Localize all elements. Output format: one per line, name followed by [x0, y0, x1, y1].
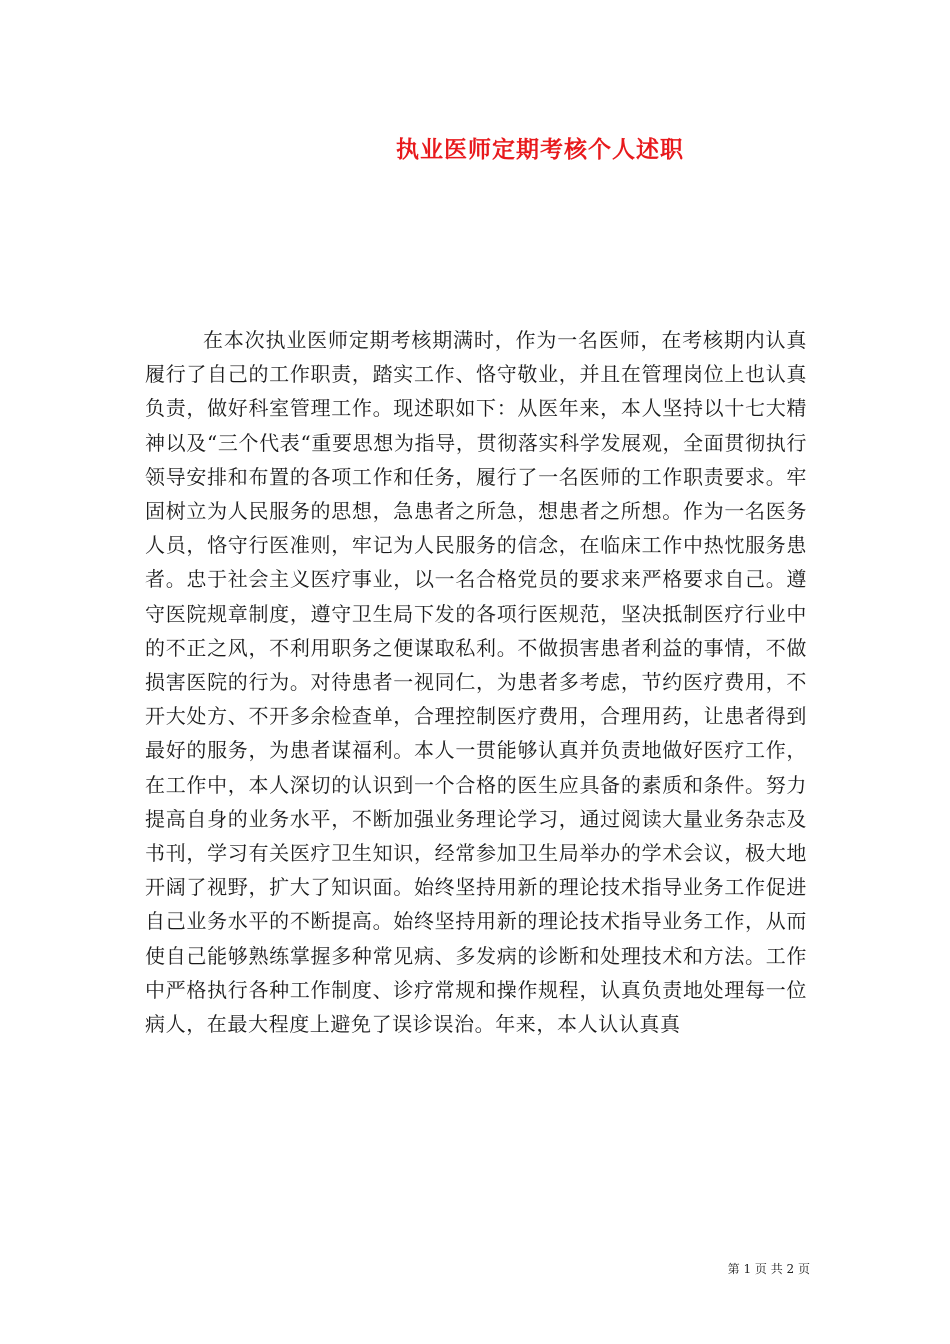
- page-number: 第 1 页 共 2 页: [727, 1262, 810, 1276]
- document-title: 执业医师定期考核个人述职: [396, 136, 684, 163]
- body-paragraph: 在本次执业医师定期考核期满时，作为一名医师，在考核期内认真履行了自己的工作职责，踏实工作、恪守敬业，并且在管理岗位上也认真负责，做好科室管理工作。现述职如下：从医年来，本人坚持以十七大精神以及“三个代表“重要思想为指导，贯彻落实科学发展观，全面贯彻执行领导安排和布置的各项工作和任务，履行了一名医师的工作职责要求。牢固树立为人民服务的思想，急患者之所急，想患者之所想。作为一名医务人员，恪守行医准则，牢记为人民服务的信念，在临床工作中热忱服务患者。忠于社会主义医疗事业，以一名合格党员的要求来严格要求自己。遵守医院规章制度，遵守卫生局下发的各项行医规范，坚决抵制医疗行业中的不正之风，不利用职务之便谋取私利。不做损害患者利益的事情，不做损害医院的行为。对待患者一视同仁，为患者多考虑，节约医疗费用，不开大处方、不开多余检查单，合理控制医疗费用，合理用药，让患者得到最好的服务，为患者谋福利。本人一贯能够认真并负责地做好医疗工作，在工作中，本人深切的认识到一个合格的医生应具备的素质和条件。努力提高自身的业务水平，不断加强业务理论学习，通过阅读大量业务杂志及书刊，学习有关医疗卫生知识，经常参加卫生局举办的学术会议，极大地开阔了视野，扩大了知识面。始终坚持用新的理论技术指导业务工作促进自己业务水平的不断提高。始终坚持用新的理论技术指导业务工作，从而使自己能够熟练掌握多种常见病、多发病的诊断和处理技术和方法。工作中严格执行各种工作制度、诊疗常规和操作规程，认真负责地处理每一位病人，在最大程度上避免了误诊误治。年来，本人认认真真: [145, 328, 807, 1037]
